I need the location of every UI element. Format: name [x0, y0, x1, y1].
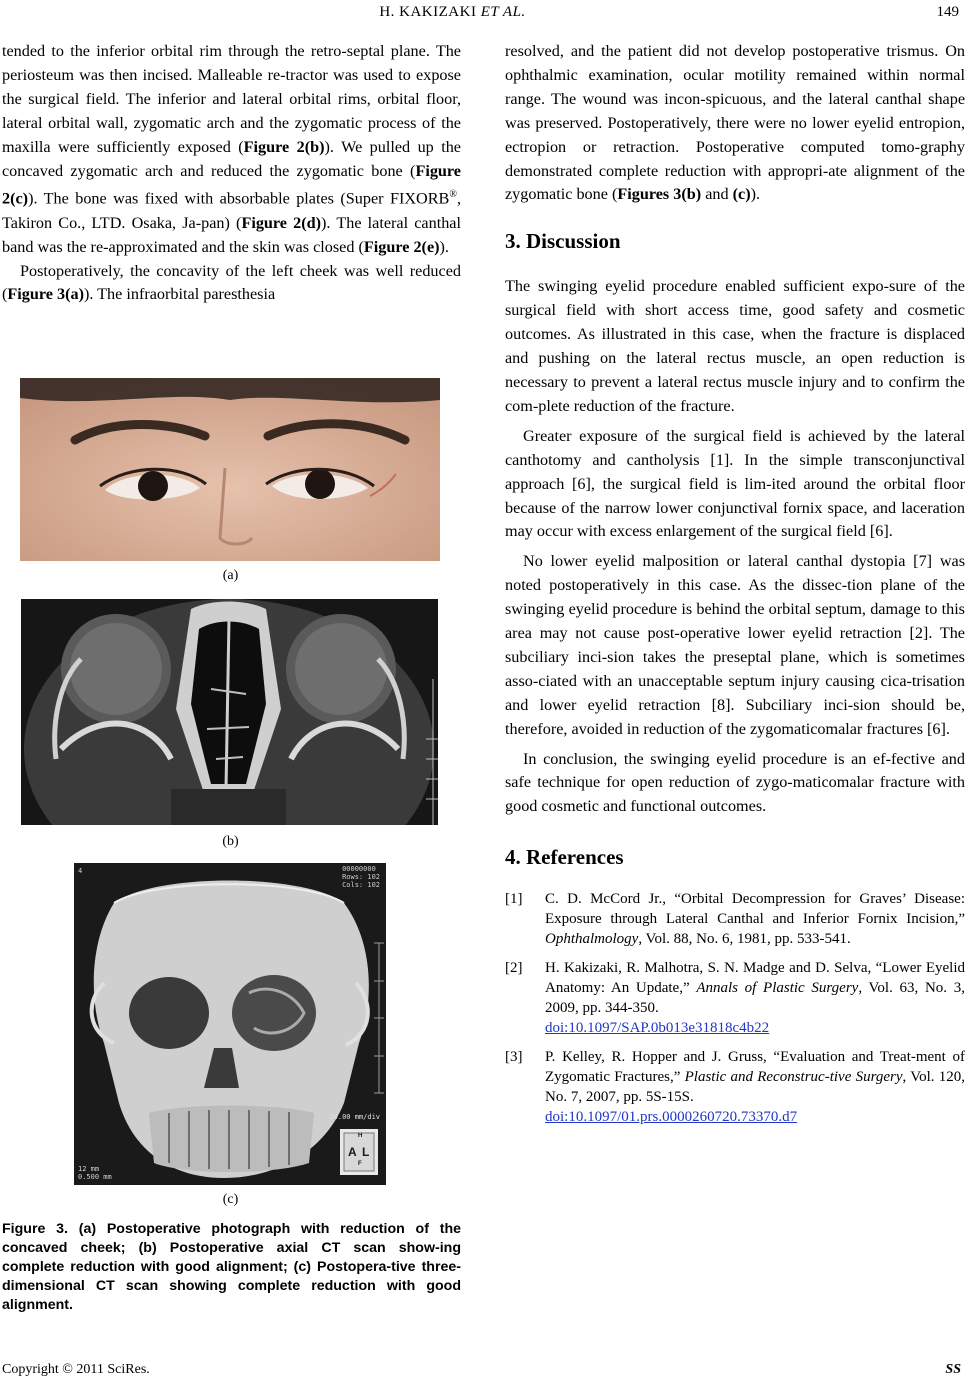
ct-orient-l: L — [362, 1145, 370, 1159]
doi-link[interactable]: doi:10.1097/01.prs.0000260720.73370.d7 — [545, 1109, 798, 1126]
figure-ref-3b[interactable]: Figures 3(b) — [617, 185, 702, 204]
figure-ref-2d[interactable]: Figure 2(d) — [241, 213, 322, 232]
doi-link[interactable]: doi:10.1097/SAP.0b013e31818c4b22 — [545, 1020, 770, 1037]
reference-item: [2] H. Kakizaki, R. Malhotra, S. N. Madge and D. Selva, “Lower Eyelid Anatomy: An Update,” Annals of Plastic Surgery, Vol. 63, No. 3, 2009, pp. 344-350. doi:10.1097/SAP.0b013e31818c4b22 — [505, 960, 965, 1037]
ct-orient-f: F — [358, 1161, 362, 1167]
reference-list — [505, 889, 965, 1127]
ct-scale-label: 20.00 mm/div — [329, 1113, 380, 1121]
postoperative-photograph — [20, 378, 440, 561]
figure-label-b: (b) — [222, 834, 239, 849]
axial-ct-scan — [21, 599, 438, 825]
reference-item: [3] P. Kelley, R. Hopper and J. Gruss, “Evaluation and Treat-ment of Zygomatic Fractures,” Plastic and Reconstruc-tive Surgery, Vol. 120, No. 7, 2007, pp. 5S-15S. doi:10.1097/01.prs.0000260720.73370.d7 — [505, 1049, 965, 1126]
figure-label-c: (c) — [222, 1192, 239, 1207]
running-header — [0, 4, 965, 24]
running-header-authors — [0, 4, 905, 21]
discussion-paragraph-3: No lower eyelid malposition or lateral canthal dystopia [7] was noted postoperatively in this case. As the dissec-tion plane of the swinging eyelid procedure is behind the orbital septum, damage to this area may not cause post-operative lower eyelid retraction [2]. The subciliary inci-sion takes the preseptal plane, which is sometimes asso-ciated with an unacceptable septum injury causing cica-trisation and lower eyelid retraction [8]. Subciliary inci-sion should be, therefore, avoided in reduction of the zygomaticomalar fractures [6]. — [505, 552, 965, 738]
figure-3-caption: Figure 3. (a) Postoperative photograph with reduction of the concaved cheek; (b) Postoperative axial CT scan show-ing complete reduction with good alignment; (c) Postopera-tive three-dimensional CT scan showing complete reduction with good alignment. — [2, 1221, 461, 1313]
ct-bottom-info: 12 mm 0.500 mm — [78, 1165, 112, 1181]
axial-ct-illustration — [21, 599, 438, 825]
ct-info-overlay: 00000000 Rows: 102 Cols: 102 — [342, 865, 380, 889]
header-et-al: ET AL. — [480, 4, 526, 20]
figure-ref-2b[interactable]: Figure 2(b) — [243, 137, 325, 156]
reference-item: [1] C. D. McCord Jr., “Orbital Decompression for Graves’ Disease: Exposure through Lateral Canthal and Inferior Fornix Incision,” Ophthalmology, Vol. 88, No. 6, 1981, pp. 533-541. — [505, 891, 965, 948]
copyright-notice: Copyright © 2011 SciRes. — [2, 1362, 150, 1377]
face-photo-illustration — [20, 378, 440, 561]
journal-abbreviation: SS — [945, 1362, 961, 1377]
figure-ref-3a[interactable]: Figure 3(a) — [7, 285, 84, 304]
left-paragraph-1: tended to the inferior orbital rim through the retro-septal plane. The periosteum was then incised. Malleable re-tractor was used to expose the surgical field. The inferior and lateral orbital rims, orbital floor, lateral orbital wall, zygomatic arch and the zygomatic process of the maxilla were sufficiently exposed (Figure 2(b)). We pulled up the concaved zygomatic arch and reduced the zygomatic bone (Figure 2(c)). The bone was fixed with absorbable plates (Super FIXORB®, Takiron Co., LTD. Osaka, Ja-pan) (Figure 2(d)). The lateral canthal band was the re-approximated and the skin was closed (Figure 2(e)). — [2, 42, 461, 256]
discussion-paragraph-2: Greater exposure of the surgical field is achieved by the lateral canthotomy and cantholysis [1]. In the simple transconjunctival approach [6], the surgical field is lim-ited around the orbital floor because of the narrow lower conjunctival fornix space, and laceration may occur with excess enlargement of the surgical field [6]. — [505, 426, 965, 541]
3d-ct-scan — [74, 863, 386, 1185]
right-column — [505, 40, 965, 1136]
left-paragraph-2: Postoperatively, the concavity of the left cheek was well reduced (Figure 3(a)). The infraorbital paresthesia — [2, 261, 461, 304]
header-author-name: H. KAKIZAKI — [379, 4, 477, 20]
figure-ref-2c[interactable]: Figure 2(c) — [2, 161, 461, 208]
right-paragraph-1: resolved, and the patient did not develop postoperative trismus. On ophthalmic examination, ocular motility remained within normal range. The wound was incon-spicuous, and the lateral canthal shape was preserved. Postoperatively, there were no lower eyelid entropion, ectropion or retraction. Postoperative computed tomo-graphy demonstrated complete reduction with appropri-ate alignment of the zygomatic bone (Figures 3(b) and (c)). — [505, 42, 965, 204]
skull-3d-illustration — [74, 863, 386, 1185]
figure-ref-3c[interactable]: (c) — [732, 185, 751, 204]
ct-orient-h: H — [358, 1133, 363, 1139]
ct-orientation-cube — [346, 1133, 376, 1171]
left-column — [2, 40, 461, 307]
references-heading: 4. References — [505, 845, 624, 870]
ct-corner-number: 4 — [78, 867, 83, 875]
figure-label-a: (a) — [222, 568, 239, 583]
discussion-paragraph-4: In conclusion, the swinging eyelid procedure is an ef-fective and safe technique for open reduction of zygo-maticomalar fracture with good cosmetic and functional outcomes. — [505, 749, 965, 816]
page-number: 149 — [936, 4, 959, 20]
figure-ref-2e[interactable]: Figure 2(e) — [363, 237, 440, 256]
ct-orient-a: A — [348, 1145, 357, 1159]
discussion-paragraph-1: The swinging eyelid procedure enabled sufficient expo-sure of the surgical field with short access time, good safety and cosmetic outcomes. As illustrated in this case, when the fracture is displaced and pushing on the lateral rectus muscle, an open reduction is necessary to prevent a lateral rectus muscle injury and to confirm the com-plete reduction of the fracture. — [505, 277, 965, 415]
registered-mark: ® — [449, 189, 457, 201]
discussion-heading: 3. Discussion — [505, 229, 621, 254]
